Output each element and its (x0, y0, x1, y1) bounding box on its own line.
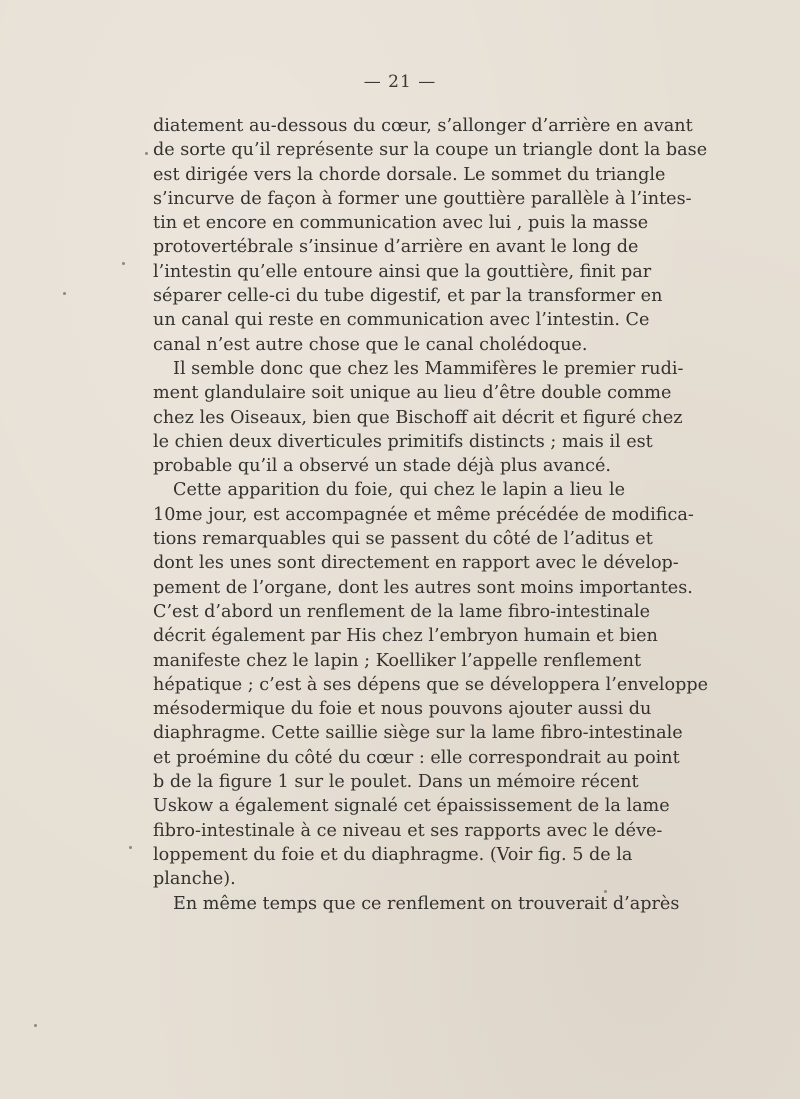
text-line: un canal qui reste en communication avec l’intestin. Ce (153, 310, 650, 331)
paper-speck (604, 890, 607, 893)
text-line: loppement du foie et du diaphragme. (Voir fig. 5 de la (153, 844, 633, 865)
paper-speck (122, 262, 125, 265)
paper-speck (34, 1024, 37, 1027)
paragraph-start-line: Cette apparition du foie, qui chez le lapin a lieu le (173, 480, 625, 501)
text-line: l’intestin qu’elle entoure ainsi que la gouttière, finit par (153, 261, 652, 282)
text-line: le chien deux diverticules primitifs distincts ; mais il est (153, 431, 653, 452)
paper-speck (145, 152, 148, 155)
body-text (153, 114, 709, 916)
text-line: mésodermique du foie et nous pouvons ajouter aussi du (153, 699, 652, 720)
page-number: — 21 — (363, 72, 437, 92)
text-line: diatement au-dessous du cœur, s’allonger d’arrière en avant (153, 116, 693, 136)
text-line: est dirigée vers la chorde dorsale. Le sommet du triangle (153, 164, 666, 185)
text-line: décrit également par His chez l’embryon humain et bien (153, 626, 658, 647)
text-line: pement de l’organe, dont les autres sont moins importantes. (153, 577, 693, 598)
text-line: tions remarquables qui se passent du côté de l’aditus et (153, 529, 653, 550)
text-line: canal n’est autre chose que le canal cholédoque. (153, 334, 588, 355)
text-line: s’incurve de façon à former une gouttière parallèle à l’intes- (153, 188, 692, 209)
text-line: tin et encore en communication avec lui , puis la masse (153, 213, 649, 234)
text-line: séparer celle-ci du tube digestif, et par la transformer en (153, 286, 663, 307)
text-line: ment glandulaire soit unique au lieu d’être double comme (153, 383, 672, 404)
text-line: Uskow a également signalé cet épaississement de la lame (153, 796, 670, 817)
text-line: hépatique ; c’est à ses dépens que se développera l’enveloppe (153, 674, 709, 695)
text-line: b de la figure 1 sur le poulet. Dans un mémoire récent (153, 772, 639, 793)
text-line: C’est d’abord un renflement de la lame fibro-intestinale (153, 601, 651, 622)
paper-speck (129, 846, 132, 849)
text-line: de sorte qu’il représente sur la coupe un triangle dont la base (153, 140, 708, 161)
text-line: 10me jour, est accompagnée et même précédée de modifica- (153, 504, 694, 525)
text-line: protovertébrale s’insinue d’arrière en avant le long de (153, 237, 639, 258)
text-line: manifeste chez le lapin ; Koelliker l’appelle renflement (153, 650, 642, 671)
text-line: et proémine du côté du cœur : elle correspondrait au point (153, 747, 680, 768)
text-line: dont les unes sont directement en rapport avec le dévelop- (153, 553, 679, 574)
text-line: chez les Oiseaux, bien que Bischoff ait décrit et figuré chez (153, 407, 683, 428)
paragraph-start-line: En même temps que ce renflement on trouverait d’après (173, 893, 680, 914)
paper-speck (63, 292, 66, 295)
text-line: fibro-intestinale à ce niveau et ses rapports avec le déve- (153, 820, 663, 841)
text-line: probable qu’il a observé un stade déjà plus avancé. (153, 456, 611, 477)
paragraph-start-line: Il semble donc que chez les Mammifères le premier rudi- (173, 358, 684, 379)
text-line: diaphragme. Cette saillie siège sur la lame fibro-intestinale (153, 723, 683, 744)
text-line: planche). (153, 869, 236, 890)
